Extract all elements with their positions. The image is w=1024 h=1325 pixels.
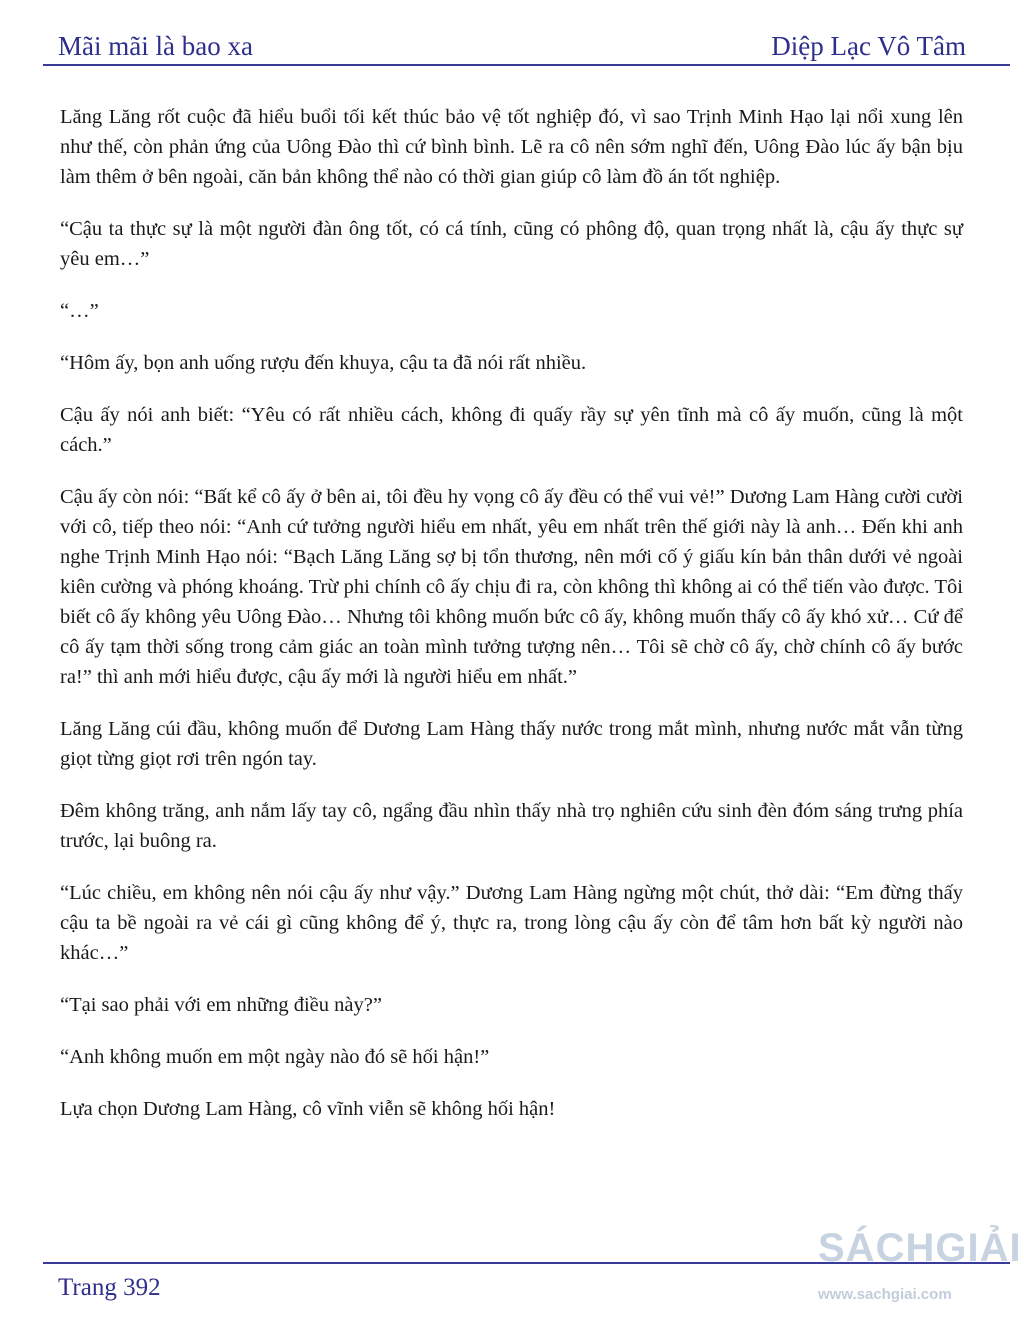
- paragraph: Lăng Lăng cúi đầu, không muốn để Dương Lam Hàng thấy nước trong mắt mình, nhưng nước mắt vẫn từng giọt từng giọt rơi trên ngón tay.: [60, 718, 963, 770]
- book-title: Mãi mãi là bao xa: [58, 31, 253, 61]
- paragraph: Lựa chọn Dương Lam Hàng, cô vĩnh viễn sẽ không hối hận!: [60, 1098, 556, 1120]
- watermark-url: www.sachgiai.com: [818, 1286, 952, 1303]
- book-author: Diệp Lạc Vô Tâm: [771, 31, 966, 61]
- watermark: [818, 1226, 1022, 1303]
- paragraph: “Tại sao phải với em những điều này?”: [60, 994, 382, 1016]
- page-header: [58, 22, 966, 62]
- paragraph: Lăng Lăng rốt cuộc đã hiểu buổi tối kết thúc bảo vệ tốt nghiệp đó, vì sao Trịnh Minh Hạo lại nổi xung lên như thế, còn phản ứng của Uông Đào thì cứ bình bình. Lẽ ra cô nên sớm nghĩ đến, Uông Đào lúc ấy bận bịu làm thêm ở bên ngoài, căn bản không thể nào có thời gian giúp cô làm đồ án tốt nghiệp.: [60, 106, 963, 188]
- paragraph: Đêm không trăng, anh nắm lấy tay cô, ngẩng đầu nhìn thấy nhà trọ nghiên cứu sinh đèn đóm sáng trưng phía trước, lại buông ra.: [60, 800, 963, 852]
- paragraph: “Cậu ta thực sự là một người đàn ông tốt, có cá tính, cũng có phông độ, quan trọng nhất là, cậu ấy thực sự yêu em…”: [60, 218, 963, 270]
- page-body: [60, 102, 963, 1146]
- paragraph: “Lúc chiều, em không nên nói cậu ấy như vậy.” Dương Lam Hàng ngừng một chút, thở dài: “Em đừng thấy cậu ta bề ngoài ra vẻ cái gì cũng không để ý, thực ra, trong lòng cậu ấy còn để tâm hơn bất kỳ người nào khác…”: [60, 882, 963, 964]
- paragraph: “Hôm ấy, bọn anh uống rượu đến khuya, cậu ta đã nói rất nhiều.: [60, 352, 587, 374]
- watermark-logo: SÁCHGIẢI: [818, 1226, 1022, 1270]
- paragraph: Cậu ấy nói anh biết: “Yêu có rất nhiều cách, không đi quấy rầy sự yên tĩnh mà cô ấy muốn, cũng là một cách.”: [60, 404, 963, 456]
- paragraph: “Anh không muốn em một ngày nào đó sẽ hối hận!”: [60, 1046, 490, 1068]
- header-divider: [43, 64, 1010, 66]
- paragraph: Cậu ấy còn nói: “Bất kể cô ấy ở bên ai, tôi đều hy vọng cô ấy đều có thể vui vẻ!” Dương Lam Hàng cười cười với cô, tiếp theo nói: “Anh cứ tưởng người hiểu em nhất, yêu em nhất trên thế giới này là anh… Đến khi anh nghe Trịnh Minh Hạo nói: “Bạch Lăng Lăng sợ bị tổn thương, nên mới cố ý giấu kín bản thân dưới vẻ ngoài kiên cường và phóng khoáng. Trừ phi chính cô ấy chịu đi ra, còn không thì không ai có thể tiến vào được. Tôi biết cô ấy không yêu Uông Đào… Nhưng tôi không muốn bức cô ấy, không muốn thấy cô ấy khó xử… Cứ để cô ấy tạm thời sống trong cảm giác an toàn mình tưởng tượng nên… Tôi sẽ chờ cô ấy, chờ chính cô ấy bước ra!” thì anh mới hiểu được, cậu ấy mới là người hiểu em nhất.”: [60, 486, 963, 688]
- page-number: Trang 392: [58, 1274, 161, 1301]
- paragraph: “…”: [60, 300, 99, 322]
